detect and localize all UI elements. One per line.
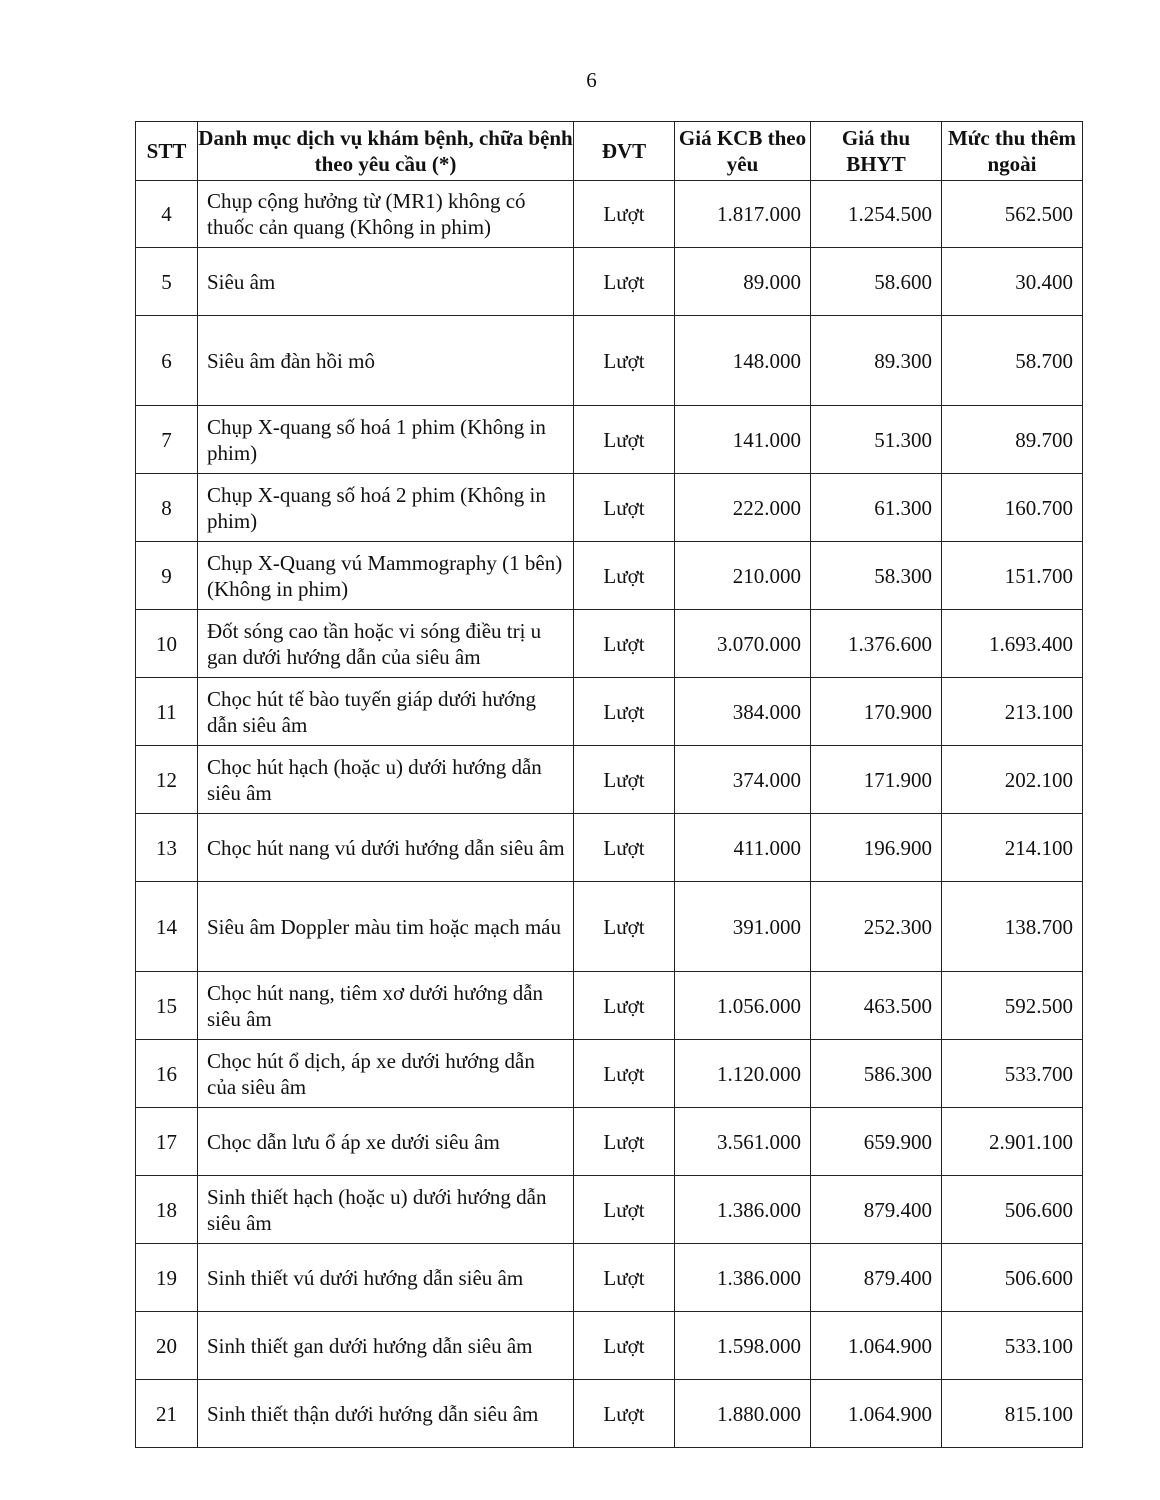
cell-stt: 6 xyxy=(136,316,198,406)
cell-price-bhyt: 586.300 xyxy=(811,1040,942,1108)
cell-unit: Lượt xyxy=(574,248,675,316)
cell-stt: 17 xyxy=(136,1108,198,1176)
table-row xyxy=(136,814,1083,882)
cell-price-bhyt: 879.400 xyxy=(811,1244,942,1312)
cell-extra-fee: 160.700 xyxy=(942,474,1083,542)
header-price-kcb: Giá KCB theo yêu xyxy=(675,122,811,181)
cell-price-kcb: 374.000 xyxy=(675,746,811,814)
cell-unit: Lượt xyxy=(574,610,675,678)
cell-service-name: Siêu âm đàn hồi mô xyxy=(198,316,574,406)
cell-service-name: Chụp X-quang số hoá 1 phim (Không in phim) xyxy=(198,406,574,474)
cell-price-bhyt: 1.064.900 xyxy=(811,1380,942,1448)
cell-unit: Lượt xyxy=(574,1040,675,1108)
cell-price-bhyt: 879.400 xyxy=(811,1176,942,1244)
cell-stt: 14 xyxy=(136,882,198,972)
cell-price-kcb: 3.070.000 xyxy=(675,610,811,678)
cell-unit: Lượt xyxy=(574,678,675,746)
cell-stt: 18 xyxy=(136,1176,198,1244)
cell-price-kcb: 1.880.000 xyxy=(675,1380,811,1448)
cell-price-kcb: 141.000 xyxy=(675,406,811,474)
cell-service-name: Siêu âm xyxy=(198,248,574,316)
cell-price-kcb: 1.056.000 xyxy=(675,972,811,1040)
cell-price-bhyt: 61.300 xyxy=(811,474,942,542)
cell-extra-fee: 533.700 xyxy=(942,1040,1083,1108)
cell-stt: 13 xyxy=(136,814,198,882)
cell-stt: 16 xyxy=(136,1040,198,1108)
cell-price-kcb: 1.120.000 xyxy=(675,1040,811,1108)
cell-service-name: Đốt sóng cao tần hoặc vi sóng điều trị u gan dưới hướng dẫn của siêu âm xyxy=(198,610,574,678)
cell-price-kcb: 1.817.000 xyxy=(675,181,811,248)
table-row xyxy=(136,610,1083,678)
cell-price-kcb: 222.000 xyxy=(675,474,811,542)
cell-extra-fee: 30.400 xyxy=(942,248,1083,316)
cell-price-kcb: 1.386.000 xyxy=(675,1244,811,1312)
cell-price-kcb: 384.000 xyxy=(675,678,811,746)
cell-price-kcb: 1.386.000 xyxy=(675,1176,811,1244)
table-header-row xyxy=(136,122,1083,181)
cell-price-bhyt: 51.300 xyxy=(811,406,942,474)
cell-unit: Lượt xyxy=(574,882,675,972)
cell-stt: 8 xyxy=(136,474,198,542)
table-row xyxy=(136,1312,1083,1380)
cell-service-name: Chụp X-Quang vú Mammography (1 bên) (Không in phim) xyxy=(198,542,574,610)
cell-price-bhyt: 58.300 xyxy=(811,542,942,610)
cell-extra-fee: 2.901.100 xyxy=(942,1108,1083,1176)
cell-price-bhyt: 1.064.900 xyxy=(811,1312,942,1380)
cell-unit: Lượt xyxy=(574,316,675,406)
cell-unit: Lượt xyxy=(574,746,675,814)
cell-price-kcb: 89.000 xyxy=(675,248,811,316)
cell-extra-fee: 138.700 xyxy=(942,882,1083,972)
cell-stt: 11 xyxy=(136,678,198,746)
cell-service-name: Chọc hút hạch (hoặc u) dưới hướng dẫn siêu âm xyxy=(198,746,574,814)
cell-unit: Lượt xyxy=(574,406,675,474)
cell-stt: 5 xyxy=(136,248,198,316)
cell-unit: Lượt xyxy=(574,1244,675,1312)
cell-price-kcb: 391.000 xyxy=(675,882,811,972)
table-row xyxy=(136,406,1083,474)
cell-extra-fee: 592.500 xyxy=(942,972,1083,1040)
cell-extra-fee: 214.100 xyxy=(942,814,1083,882)
cell-unit: Lượt xyxy=(574,1176,675,1244)
cell-extra-fee: 533.100 xyxy=(942,1312,1083,1380)
cell-price-bhyt: 196.900 xyxy=(811,814,942,882)
cell-service-name: Chọc dẫn lưu ổ áp xe dưới siêu âm xyxy=(198,1108,574,1176)
cell-price-bhyt: 1.254.500 xyxy=(811,181,942,248)
cell-service-name: Chọc hút tế bào tuyến giáp dưới hướng dẫn siêu âm xyxy=(198,678,574,746)
cell-stt: 9 xyxy=(136,542,198,610)
cell-price-kcb: 1.598.000 xyxy=(675,1312,811,1380)
cell-price-bhyt: 252.300 xyxy=(811,882,942,972)
table-row xyxy=(136,474,1083,542)
cell-stt: 10 xyxy=(136,610,198,678)
cell-extra-fee: 202.100 xyxy=(942,746,1083,814)
header-price-bhyt: Giá thu BHYT xyxy=(811,122,942,181)
page-number: 6 xyxy=(586,68,597,92)
table-row xyxy=(136,1380,1083,1448)
cell-service-name: Chọc hút nang, tiêm xơ dưới hướng dẫn siêu âm xyxy=(198,972,574,1040)
cell-price-kcb: 210.000 xyxy=(675,542,811,610)
cell-price-kcb: 411.000 xyxy=(675,814,811,882)
cell-extra-fee: 562.500 xyxy=(942,181,1083,248)
cell-unit: Lượt xyxy=(574,1108,675,1176)
cell-price-kcb: 3.561.000 xyxy=(675,1108,811,1176)
table-row xyxy=(136,678,1083,746)
cell-price-bhyt: 463.500 xyxy=(811,972,942,1040)
cell-price-bhyt: 171.900 xyxy=(811,746,942,814)
cell-service-name: Sinh thiết vú dưới hướng dẫn siêu âm xyxy=(198,1244,574,1312)
header-extra-fee: Mức thu thêm ngoài xyxy=(942,122,1083,181)
cell-unit: Lượt xyxy=(574,1380,675,1448)
cell-stt: 4 xyxy=(136,181,198,248)
cell-extra-fee: 89.700 xyxy=(942,406,1083,474)
cell-stt: 19 xyxy=(136,1244,198,1312)
cell-stt: 20 xyxy=(136,1312,198,1380)
cell-unit: Lượt xyxy=(574,474,675,542)
cell-stt: 12 xyxy=(136,746,198,814)
cell-extra-fee: 58.700 xyxy=(942,316,1083,406)
cell-stt: 7 xyxy=(136,406,198,474)
table-row xyxy=(136,882,1083,972)
header-stt: STT xyxy=(136,122,198,181)
cell-extra-fee: 506.600 xyxy=(942,1244,1083,1312)
cell-extra-fee: 151.700 xyxy=(942,542,1083,610)
table-row xyxy=(136,1176,1083,1244)
cell-service-name: Chọc hút nang vú dưới hướng dẫn siêu âm xyxy=(198,814,574,882)
cell-unit: Lượt xyxy=(574,814,675,882)
table-row xyxy=(136,1108,1083,1176)
table-row xyxy=(136,972,1083,1040)
cell-extra-fee: 1.693.400 xyxy=(942,610,1083,678)
cell-service-name: Sinh thiết gan dưới hướng dẫn siêu âm xyxy=(198,1312,574,1380)
table-row xyxy=(136,1040,1083,1108)
cell-service-name: Siêu âm Doppler màu tim hoặc mạch máu xyxy=(198,882,574,972)
cell-extra-fee: 815.100 xyxy=(942,1380,1083,1448)
cell-price-kcb: 148.000 xyxy=(675,316,811,406)
cell-extra-fee: 506.600 xyxy=(942,1176,1083,1244)
header-service-name: Danh mục dịch vụ khám bệnh, chữa bệnh theo yêu cầu (*) xyxy=(198,122,574,181)
cell-unit: Lượt xyxy=(574,972,675,1040)
cell-stt: 15 xyxy=(136,972,198,1040)
table-row xyxy=(136,542,1083,610)
cell-service-name: Sinh thiết hạch (hoặc u) dưới hướng dẫn siêu âm xyxy=(198,1176,574,1244)
cell-unit: Lượt xyxy=(574,181,675,248)
cell-service-name: Sinh thiết thận dưới hướng dẫn siêu âm xyxy=(198,1380,574,1448)
cell-service-name: Chụp cộng hưởng từ (MR1) không có thuốc cản quang (Không in phim) xyxy=(198,181,574,248)
table-row xyxy=(136,181,1083,248)
cell-stt: 21 xyxy=(136,1380,198,1448)
table-row xyxy=(136,248,1083,316)
cell-service-name: Chọc hút ổ dịch, áp xe dưới hướng dẫn của siêu âm xyxy=(198,1040,574,1108)
cell-service-name: Chụp X-quang số hoá 2 phim (Không in phim) xyxy=(198,474,574,542)
cell-price-bhyt: 659.900 xyxy=(811,1108,942,1176)
table-row xyxy=(136,316,1083,406)
cell-unit: Lượt xyxy=(574,542,675,610)
cell-extra-fee: 213.100 xyxy=(942,678,1083,746)
service-price-table xyxy=(135,121,1083,1448)
cell-price-bhyt: 58.600 xyxy=(811,248,942,316)
table-row xyxy=(136,746,1083,814)
table-row xyxy=(136,1244,1083,1312)
cell-price-bhyt: 170.900 xyxy=(811,678,942,746)
cell-price-bhyt: 1.376.600 xyxy=(811,610,942,678)
cell-unit: Lượt xyxy=(574,1312,675,1380)
header-unit: ĐVT xyxy=(574,122,675,181)
cell-price-bhyt: 89.300 xyxy=(811,316,942,406)
